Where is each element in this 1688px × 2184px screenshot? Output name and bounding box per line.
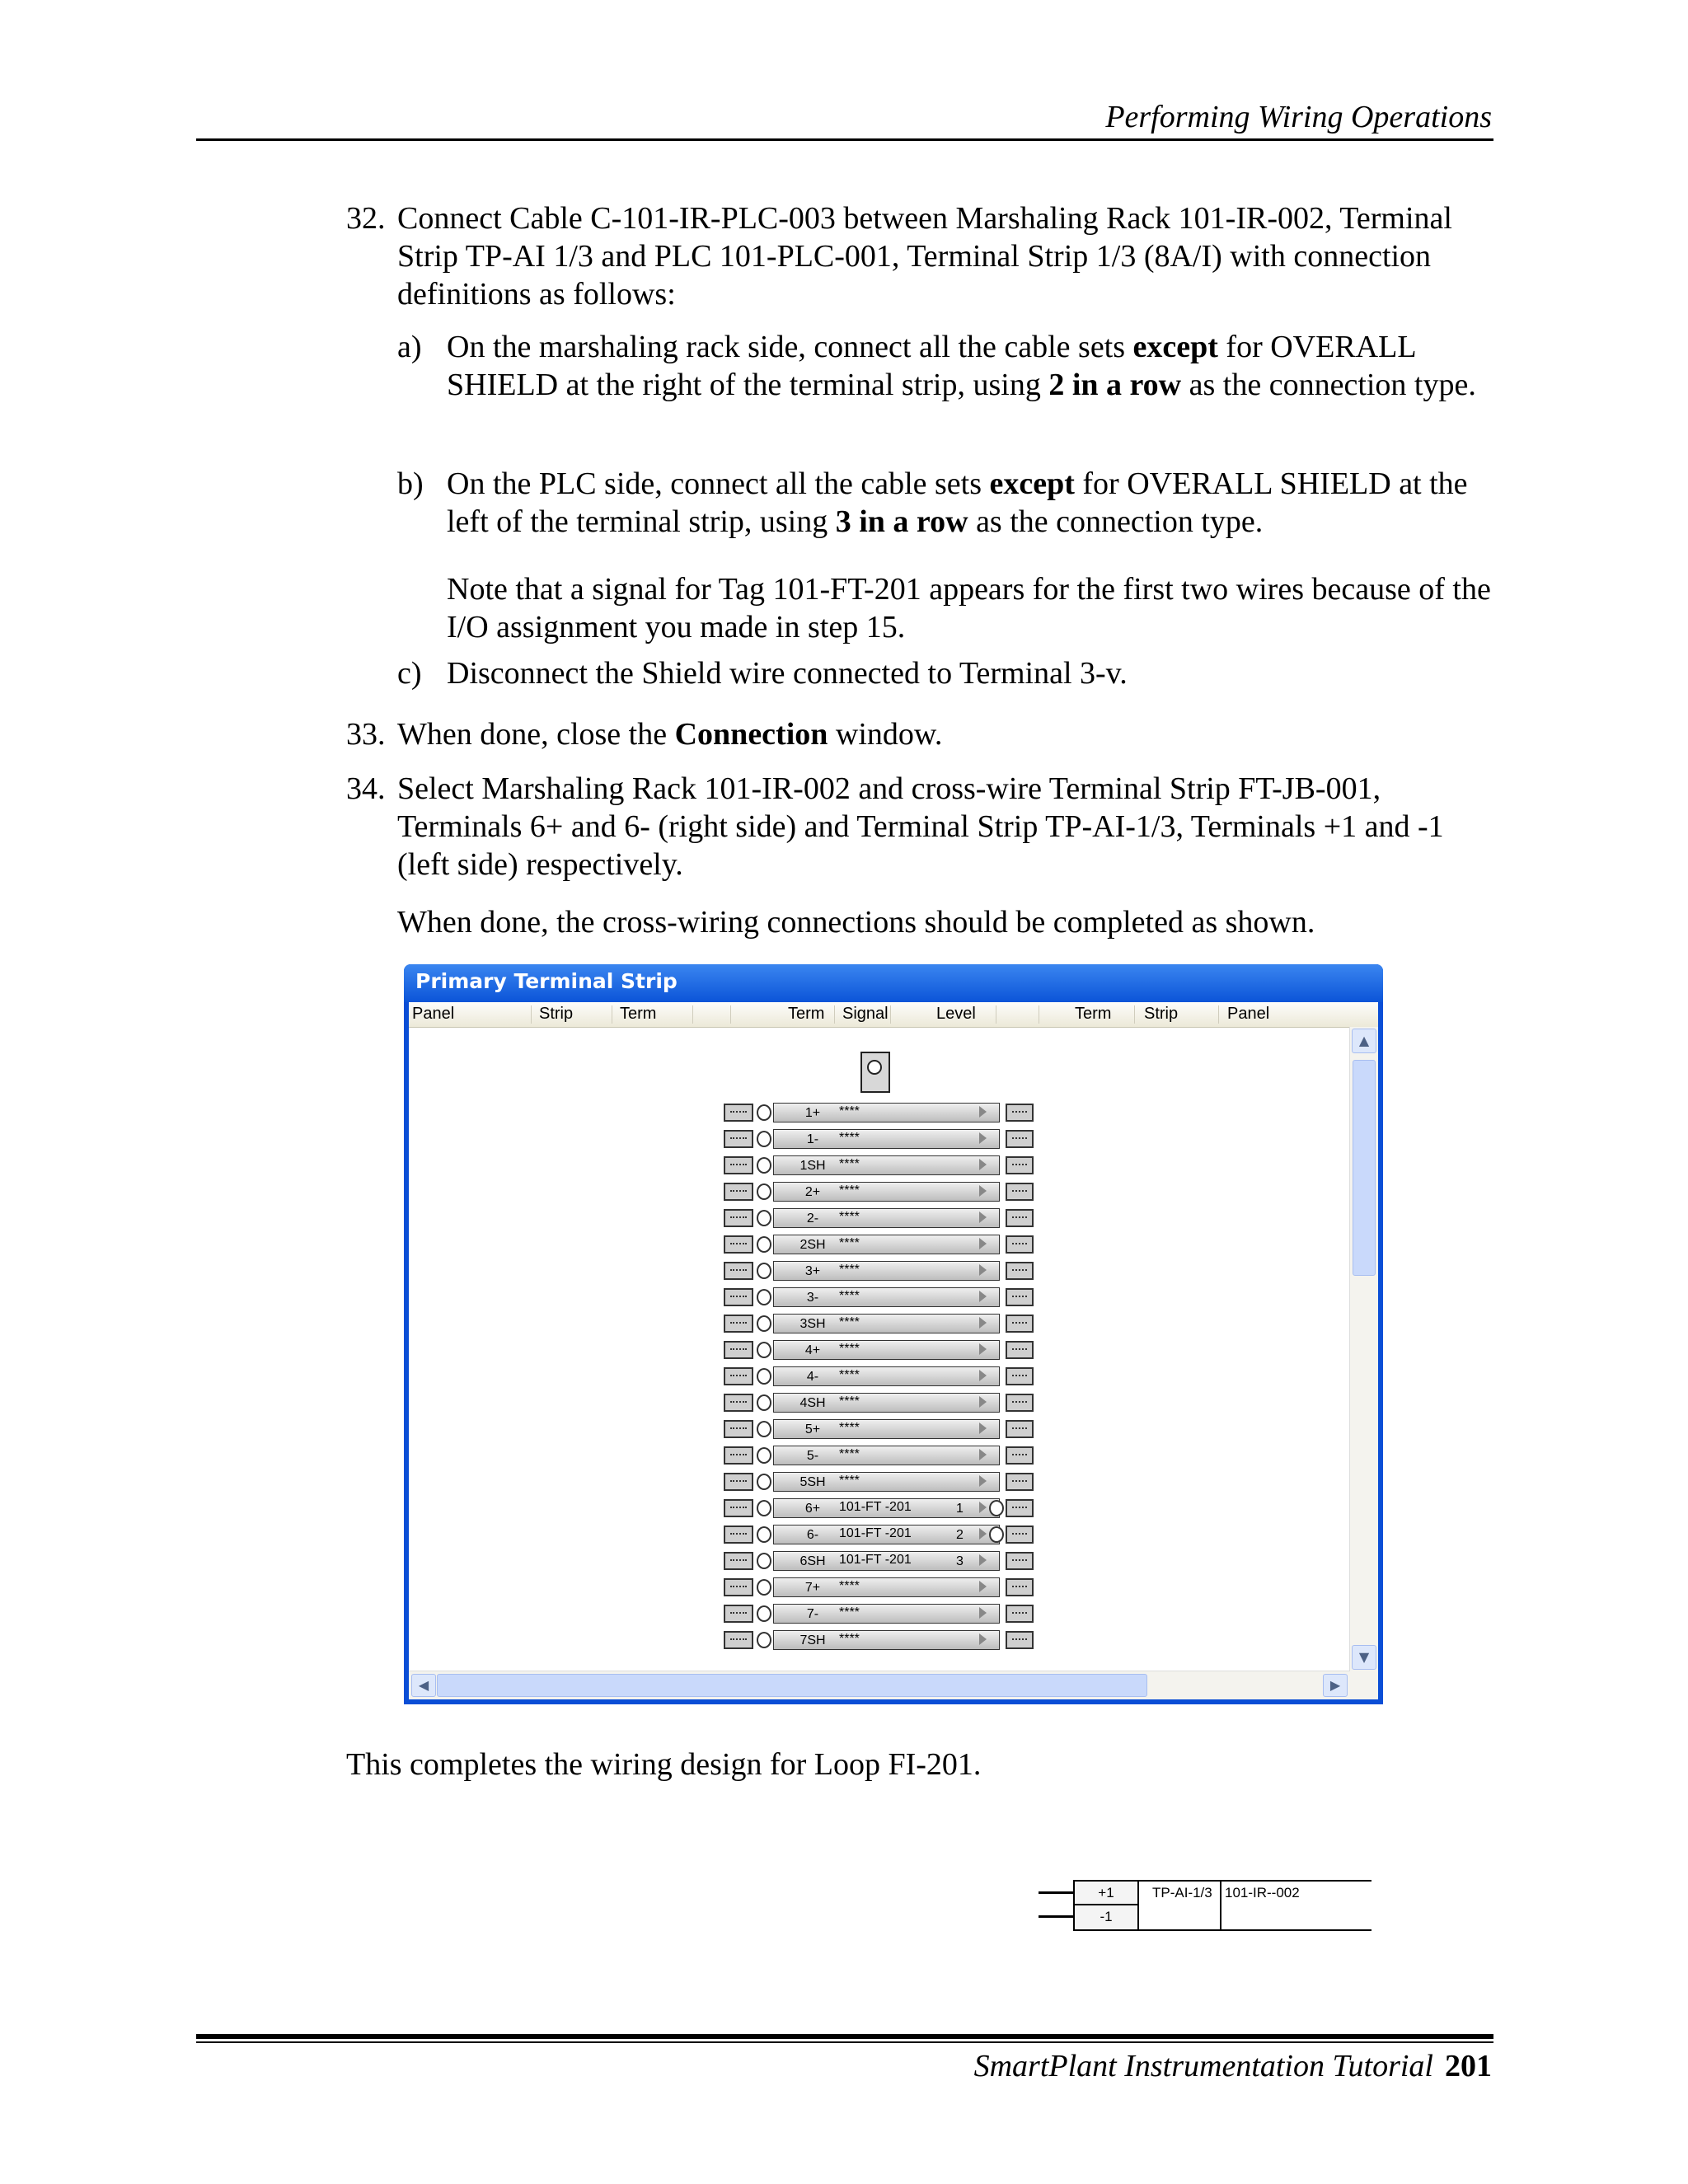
signal-label: **** <box>839 1210 860 1224</box>
right-terminal-icon[interactable] <box>1006 1367 1034 1385</box>
step-33-text: When done, close the Connection window. <box>397 717 943 752</box>
level-label: 3 <box>956 1554 964 1568</box>
left-connector-icon[interactable] <box>757 1394 771 1411</box>
cable-connector-icon[interactable] <box>860 1052 890 1093</box>
scroll-left-icon[interactable]: ◀ <box>411 1674 436 1697</box>
left-terminal-icon[interactable] <box>724 1288 753 1306</box>
terminal-label: 1+ <box>804 1106 821 1120</box>
left-connector-icon[interactable] <box>757 1263 771 1279</box>
signal-label: **** <box>839 1104 860 1118</box>
step-b-label: b) <box>397 466 424 501</box>
step-34-after-text: When done, the cross-wiring connections should be completed as shown. <box>397 905 1315 940</box>
right-terminal-icon[interactable] <box>1006 1394 1034 1412</box>
terminal-row[interactable] <box>724 1338 1037 1364</box>
right-terminal-icon[interactable] <box>1006 1104 1034 1122</box>
terminal-row[interactable] <box>724 1285 1037 1311</box>
left-connector-icon[interactable] <box>757 1474 771 1490</box>
terminal-label: 5- <box>806 1449 819 1463</box>
arrow-icon <box>979 1396 987 1408</box>
col-signal[interactable]: Signal <box>842 1005 889 1023</box>
scroll-down-icon[interactable]: ▼ <box>1352 1645 1376 1670</box>
col-strip-right[interactable]: Strip <box>1144 1005 1179 1023</box>
terminal-row[interactable] <box>724 1179 1037 1206</box>
terminal-row[interactable] <box>724 1496 1037 1522</box>
note-text: Note that a signal for Tag 101-FT-201 appears for the first two wires because of the I/O assignment you made in step 15. <box>447 572 1491 644</box>
terminal-row[interactable] <box>724 1522 1037 1549</box>
scroll-up-icon[interactable]: ▲ <box>1352 1029 1376 1053</box>
terminal-label: 3- <box>806 1291 819 1305</box>
terminal-label: 2- <box>806 1212 819 1226</box>
terminal-label: 7- <box>806 1607 819 1621</box>
left-connector-icon[interactable] <box>757 1236 771 1253</box>
vertical-scroll-thumb[interactable] <box>1353 1060 1376 1276</box>
terminal-row[interactable] <box>724 1364 1037 1390</box>
scroll-right-icon[interactable]: ▶ <box>1323 1674 1348 1697</box>
terminal-row[interactable] <box>724 1153 1037 1179</box>
arrow-icon <box>979 1317 987 1329</box>
left-terminal-icon[interactable] <box>724 1578 753 1596</box>
horizontal-scrollbar[interactable] <box>409 1671 1350 1699</box>
left-connector-icon[interactable] <box>757 1131 771 1147</box>
left-terminal-icon[interactable] <box>724 1209 753 1227</box>
signal-label: 101-FT -201 <box>839 1500 912 1514</box>
terminal-label: 2+ <box>804 1185 821 1199</box>
left-connector-icon[interactable] <box>757 1342 771 1358</box>
terminal-label: 6- <box>806 1528 819 1542</box>
left-terminal-icon[interactable] <box>724 1420 753 1438</box>
right-terminal-icon[interactable] <box>1006 1605 1034 1623</box>
left-connector-icon[interactable] <box>757 1553 771 1569</box>
right-terminal-icon[interactable] <box>1006 1341 1034 1359</box>
terminal-row[interactable] <box>724 1232 1037 1258</box>
left-connector-icon[interactable] <box>757 1315 771 1332</box>
left-connector-icon[interactable] <box>757 1183 771 1200</box>
right-terminal-icon[interactable] <box>1006 1209 1034 1227</box>
window-titlebar[interactable] <box>404 964 1383 1002</box>
left-terminal-icon[interactable] <box>724 1552 753 1570</box>
terminal-label: 5+ <box>804 1422 821 1436</box>
cross-wire-connection <box>1039 1880 1372 1933</box>
step-34-text: Select Marshaling Rack 101-IR-002 and cross-wire Terminal Strip FT-JB-001, Terminals 6+ and 6- (right side) and Terminal Strip TP-AI-1/3, Terminals +1 and -1 (left side) respectively. <box>397 771 1444 882</box>
right-connector-icon[interactable] <box>989 1500 1004 1516</box>
left-terminal-icon[interactable] <box>724 1526 753 1544</box>
left-connector-icon[interactable] <box>757 1368 771 1385</box>
footer-rule-thin <box>196 2041 1493 2043</box>
left-terminal-icon[interactable] <box>724 1605 753 1623</box>
step-c-label: c) <box>397 656 422 691</box>
left-terminal-icon[interactable] <box>724 1499 753 1517</box>
terminal-strip <box>724 1100 1037 1654</box>
step-34-number: 34. <box>346 771 386 806</box>
signal-label: **** <box>839 1131 860 1145</box>
column-header <box>409 1002 1378 1028</box>
wire-6plus[interactable] <box>1039 1891 1073 1894</box>
right-terminal-icon[interactable] <box>1006 1526 1034 1544</box>
step-b-text: On the PLC side, connect all the cable sets except for OVERALL SHIELD at the left of the terminal strip, using 3 in a row as the connection type. <box>447 466 1468 539</box>
left-terminal-icon[interactable] <box>724 1130 753 1148</box>
step-33-number: 33. <box>346 717 386 752</box>
right-terminal-icon[interactable] <box>1006 1552 1034 1570</box>
right-terminal-icon[interactable] <box>1006 1183 1034 1201</box>
left-connector-icon[interactable] <box>757 1421 771 1437</box>
arrow-icon <box>979 1106 987 1118</box>
right-terminal-icon[interactable] <box>1006 1315 1034 1333</box>
arrow-icon <box>979 1422 987 1434</box>
level-label: 2 <box>956 1528 964 1542</box>
signal-label: **** <box>839 1421 860 1435</box>
connected-term-plus1[interactable]: +1 <box>1073 1882 1139 1905</box>
signal-label: **** <box>839 1315 860 1329</box>
left-terminal-icon[interactable] <box>724 1631 753 1649</box>
left-connector-icon[interactable] <box>757 1289 771 1305</box>
col-term-left[interactable]: Term <box>620 1005 657 1023</box>
terminal-row[interactable] <box>724 1127 1037 1153</box>
right-terminal-icon[interactable] <box>1006 1446 1034 1465</box>
right-terminal-icon[interactable] <box>1006 1631 1034 1649</box>
arrow-icon <box>979 1132 987 1144</box>
step-a-text: On the marshaling rack side, connect all the cable sets except for OVERALL SHIELD at the right of the terminal strip, using 2 in a row as the connection type. <box>447 330 1476 402</box>
terminal-label: 3SH <box>799 1317 826 1331</box>
terminal-row[interactable] <box>724 1417 1037 1443</box>
window-title: Primary Terminal Strip <box>415 969 678 993</box>
left-connector-icon[interactable] <box>757 1104 771 1121</box>
signal-label: **** <box>839 1394 860 1408</box>
left-connector-icon[interactable] <box>757 1500 771 1516</box>
resize-grip-icon[interactable] <box>1350 1671 1378 1699</box>
arrow-icon <box>979 1554 987 1566</box>
left-terminal-icon[interactable] <box>724 1446 753 1465</box>
signal-label: 101-FT -201 <box>839 1526 912 1540</box>
col-term-right[interactable]: Term <box>1075 1005 1112 1023</box>
vertical-scrollbar[interactable] <box>1349 1027 1378 1671</box>
step-c-text: Disconnect the Shield wire connected to Terminal 3-v. <box>447 656 1128 691</box>
arrow-icon <box>979 1238 987 1249</box>
terminal-row[interactable] <box>724 1206 1037 1232</box>
left-terminal-icon[interactable] <box>724 1262 753 1280</box>
step-32-number: 32. <box>346 201 386 236</box>
left-terminal-icon[interactable] <box>724 1315 753 1333</box>
col-panel-right[interactable]: Panel <box>1227 1005 1270 1023</box>
signal-label: **** <box>839 1605 860 1619</box>
arrow-icon <box>979 1291 987 1302</box>
terminal-row[interactable] <box>724 1311 1037 1338</box>
terminal-label: 4+ <box>804 1343 821 1357</box>
signal-label: **** <box>839 1474 860 1488</box>
left-connector-icon[interactable] <box>757 1579 771 1596</box>
left-connector-icon[interactable] <box>757 1447 771 1464</box>
terminal-label: 3+ <box>804 1264 821 1278</box>
footer-rule <box>196 2034 1493 2039</box>
arrow-icon <box>979 1633 987 1645</box>
signal-label: **** <box>839 1579 860 1593</box>
left-terminal-icon[interactable] <box>724 1394 753 1412</box>
signal-label: **** <box>839 1447 860 1461</box>
level-label: 1 <box>956 1502 964 1516</box>
header-rule <box>196 138 1493 141</box>
left-terminal-icon[interactable] <box>724 1367 753 1385</box>
col-panel-left[interactable]: Panel <box>412 1005 455 1023</box>
right-terminal-icon[interactable] <box>1006 1288 1034 1306</box>
terminal-label: 1SH <box>799 1159 826 1173</box>
arrow-icon <box>979 1502 987 1513</box>
signal-label: **** <box>839 1183 860 1197</box>
running-footer <box>974 2048 1492 2084</box>
col-level[interactable]: Level <box>936 1005 976 1023</box>
step-a-label: a) <box>397 330 422 364</box>
signal-label: **** <box>839 1342 860 1356</box>
connected-panel-name: 101-IR--002 <box>1225 1885 1300 1900</box>
connected-strip[interactable] <box>1073 1880 1372 1931</box>
right-terminal-icon[interactable] <box>1006 1156 1034 1174</box>
footer-title: SmartPlant Instrumentation Tutorial <box>973 2049 1433 2083</box>
terminal-row[interactable] <box>724 1549 1037 1575</box>
left-terminal-icon[interactable] <box>724 1156 753 1174</box>
terminal-label: 1- <box>806 1132 819 1146</box>
right-terminal-icon[interactable] <box>1006 1262 1034 1280</box>
terminal-label: 6+ <box>804 1502 821 1516</box>
right-terminal-icon[interactable] <box>1006 1130 1034 1148</box>
signal-label: **** <box>839 1632 860 1646</box>
left-terminal-icon[interactable] <box>724 1473 753 1491</box>
terminal-row[interactable] <box>724 1100 1037 1127</box>
signal-label: 101-FT -201 <box>839 1553 912 1567</box>
arrow-icon <box>979 1264 987 1276</box>
terminal-label: 4- <box>806 1370 819 1384</box>
page-number: 201 <box>1445 2049 1492 2083</box>
arrow-icon <box>979 1212 987 1223</box>
running-header: Performing Wiring Operations <box>1105 100 1492 134</box>
terminal-label: 7SH <box>799 1633 826 1647</box>
right-connector-icon[interactable] <box>989 1526 1004 1543</box>
step-32-text: Connect Cable C-101-IR-PLC-003 between Marshaling Rack 101-IR-002, Terminal Strip TP-AI 1/3 and PLC 101-PLC-001, Terminal Strip 1/3 (8A/I) with connection definitions as follows: <box>397 201 1452 312</box>
left-terminal-icon[interactable] <box>724 1341 753 1359</box>
terminal-row[interactable] <box>724 1601 1037 1628</box>
terminal-label: 7+ <box>804 1581 821 1595</box>
signal-label: **** <box>839 1289 860 1303</box>
terminal-row[interactable] <box>724 1469 1037 1496</box>
signal-label: **** <box>839 1263 860 1277</box>
closing-text: This completes the wiring design for Loop FI-201. <box>346 1747 982 1782</box>
terminal-row[interactable] <box>724 1258 1037 1285</box>
divider <box>1220 1882 1221 1929</box>
left-terminal-icon[interactable] <box>724 1183 753 1201</box>
terminal-label: 5SH <box>799 1475 826 1489</box>
terminal-row[interactable] <box>724 1443 1037 1469</box>
arrow-icon <box>979 1528 987 1540</box>
arrow-icon <box>979 1475 987 1487</box>
arrow-icon <box>979 1343 987 1355</box>
signal-label: **** <box>839 1236 860 1250</box>
arrow-icon <box>979 1607 987 1619</box>
signal-label: **** <box>839 1368 860 1382</box>
left-connector-icon[interactable] <box>757 1210 771 1226</box>
arrow-icon <box>979 1159 987 1170</box>
horizontal-scroll-thumb[interactable] <box>437 1674 1147 1697</box>
terminal-row[interactable] <box>724 1628 1037 1654</box>
terminal-label: 4SH <box>799 1396 826 1410</box>
left-terminal-icon[interactable] <box>724 1104 753 1122</box>
left-connector-icon[interactable] <box>757 1157 771 1174</box>
col-strip-left[interactable]: Strip <box>539 1005 574 1023</box>
connected-term-minus1[interactable]: -1 <box>1073 1905 1139 1929</box>
terminal-row[interactable] <box>724 1575 1037 1601</box>
left-connector-icon[interactable] <box>757 1605 771 1622</box>
col-term[interactable]: Term <box>788 1005 825 1023</box>
connected-strip-name: TP-AI-1/3 <box>1152 1885 1212 1900</box>
arrow-icon <box>979 1581 987 1592</box>
arrow-icon <box>979 1185 987 1197</box>
terminal-row[interactable] <box>724 1390 1037 1417</box>
wire-6minus[interactable] <box>1039 1915 1073 1918</box>
signal-label: **** <box>839 1157 860 1171</box>
left-terminal-icon[interactable] <box>724 1235 753 1254</box>
right-terminal-icon[interactable] <box>1006 1499 1034 1517</box>
terminal-label: 2SH <box>799 1238 826 1252</box>
left-connector-icon[interactable] <box>757 1632 771 1648</box>
terminal-label: 6SH <box>799 1554 826 1568</box>
right-terminal-icon[interactable] <box>1006 1235 1034 1254</box>
arrow-icon <box>979 1370 987 1381</box>
right-terminal-icon[interactable] <box>1006 1473 1034 1491</box>
right-terminal-icon[interactable] <box>1006 1578 1034 1596</box>
right-terminal-icon[interactable] <box>1006 1420 1034 1438</box>
arrow-icon <box>979 1449 987 1460</box>
left-connector-icon[interactable] <box>757 1526 771 1543</box>
